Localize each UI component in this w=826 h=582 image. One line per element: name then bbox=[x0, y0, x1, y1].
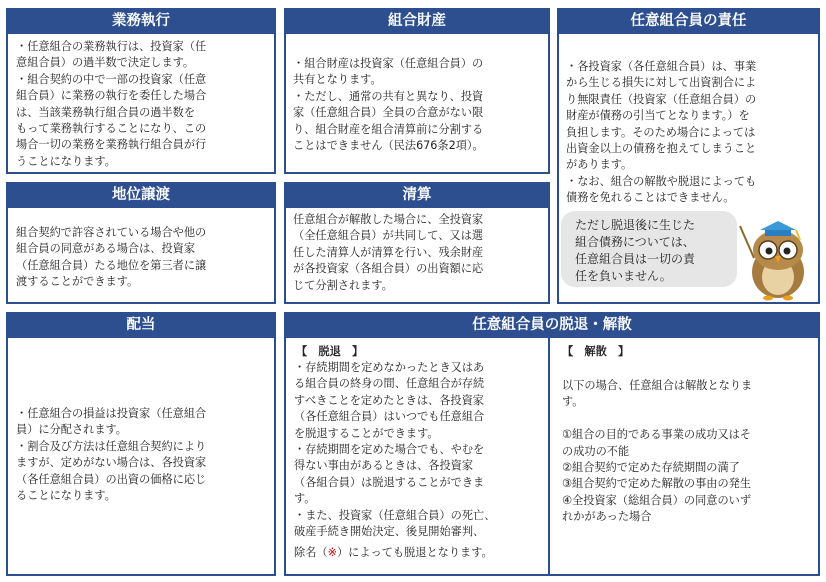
withdrawal-section-heading: 【 脱退 】 bbox=[296, 345, 364, 358]
panel-title-member-liability: 任意組合員の責任 bbox=[557, 8, 820, 34]
panel-title-partnership-property: 組合財産 bbox=[284, 8, 550, 34]
dissolution-section-heading: 【 解散 】 bbox=[562, 345, 630, 358]
withdrawal-last-line-pre: 除名（ bbox=[294, 546, 328, 559]
liquidation-text: 任意組合が解散した場合に、全投資家 （全任意組合員）が共同して、又は選 任した清算人が清算を行い、残余財産 が各投資家（各組合員）の出資額に応 じて分割されます。 bbox=[293, 213, 484, 292]
owl-mascot-icon bbox=[738, 212, 818, 302]
note-mark: ※ bbox=[327, 546, 337, 559]
withdrawal-last-line-post: ）によっても脱退となります。 bbox=[336, 546, 493, 559]
panel-title-withdrawal-dissolution: 任意組合員の脱退・解散 bbox=[284, 312, 820, 338]
status-transfer-text: 組合契約で許容されている場合や他の 組合員の同意がある場合は、投資家 （任意組合員）たる地位を第三者に譲 渡することができます。 bbox=[16, 226, 207, 289]
distribution-text: ・任意組合の損益は投資家（任意組合 員）に分配されます。 ・割合及び方法は任意組合契約により ますが、定めがない場合は、各投資家 （各任意組合員）の出資の価格に応じ ることになります。 bbox=[16, 407, 207, 503]
liability-note-bubble: ただし脱退後に生じた 組合債務については、 任意組合員は一切の責 任を負いません。 bbox=[561, 211, 737, 287]
withdrawal-section-text: ・存続期間を定めなかったとき又はあ る組合員の終身の間、任意組合が存続 すべきことを定めたときは、各投資家 （各任意組合員）はいつでも任意組合 を脱退することができます。 ・存続期間を定めた場合でも、やむを 得ない事由があるときは、各投資家 （各組合員）は脱退することができま す。 ・また、投資家（任意組合員）の死亡、 破産手続き開始決定、後見開始審判、 bbox=[294, 361, 496, 539]
partnership-property-text: ・組合財産は投資家（任意組合員）の 共有となります。 ・ただし、通常の共有と異なり、投資 家（任意組合員）全員の合意がない限 り、組合財産を組合清算前に分割する ことはできません（民法676条2項）。 bbox=[293, 57, 484, 153]
panel-title-distribution: 配当 bbox=[6, 312, 276, 338]
business-execution-text: ・任意組合の業務執行は、投資家（任 意組合員）の過半数で決定します。 ・組合契約の中で一部の投資家（任意 組合員）に業務の執行を委任した場合 は、当該業務執行組合員の過半数を もって業務執行することになり、この 場合一切の業務を業務執行組合員が行 うことになります。 bbox=[16, 40, 207, 168]
member-liability-text: ・各投資家（各任意組合員）は、事業 から生じる損失に対して出資割合によ り無限責任（投資家（任意組合員）の 財産が債務の引当てとなります。）を 負担します。そのため場合によっては 出資金以上の債務を抱えてしまうこと があります。 ・なお、組合の解散や脱退によっても 債務を免れることはできません。 bbox=[566, 60, 757, 205]
withdrawal-divider bbox=[548, 338, 550, 574]
panel-title-business-execution: 業務執行 bbox=[6, 8, 276, 34]
panel-title-status-transfer: 地位譲渡 bbox=[6, 182, 276, 208]
panel-title-liquidation: 清算 bbox=[284, 182, 550, 208]
withdrawal-last-line bbox=[294, 545, 546, 561]
dissolution-section-text: 以下の場合、任意組合は解散となりま す。 ①組合の目的である事業の成功又はそ の成功の不能 ②組合契約で定めた存続期間の満了 ③組合契約で定めた解散の事由の発生 ④全投資家（総組合員）の同意のいず れかがあった場合 bbox=[562, 379, 753, 524]
